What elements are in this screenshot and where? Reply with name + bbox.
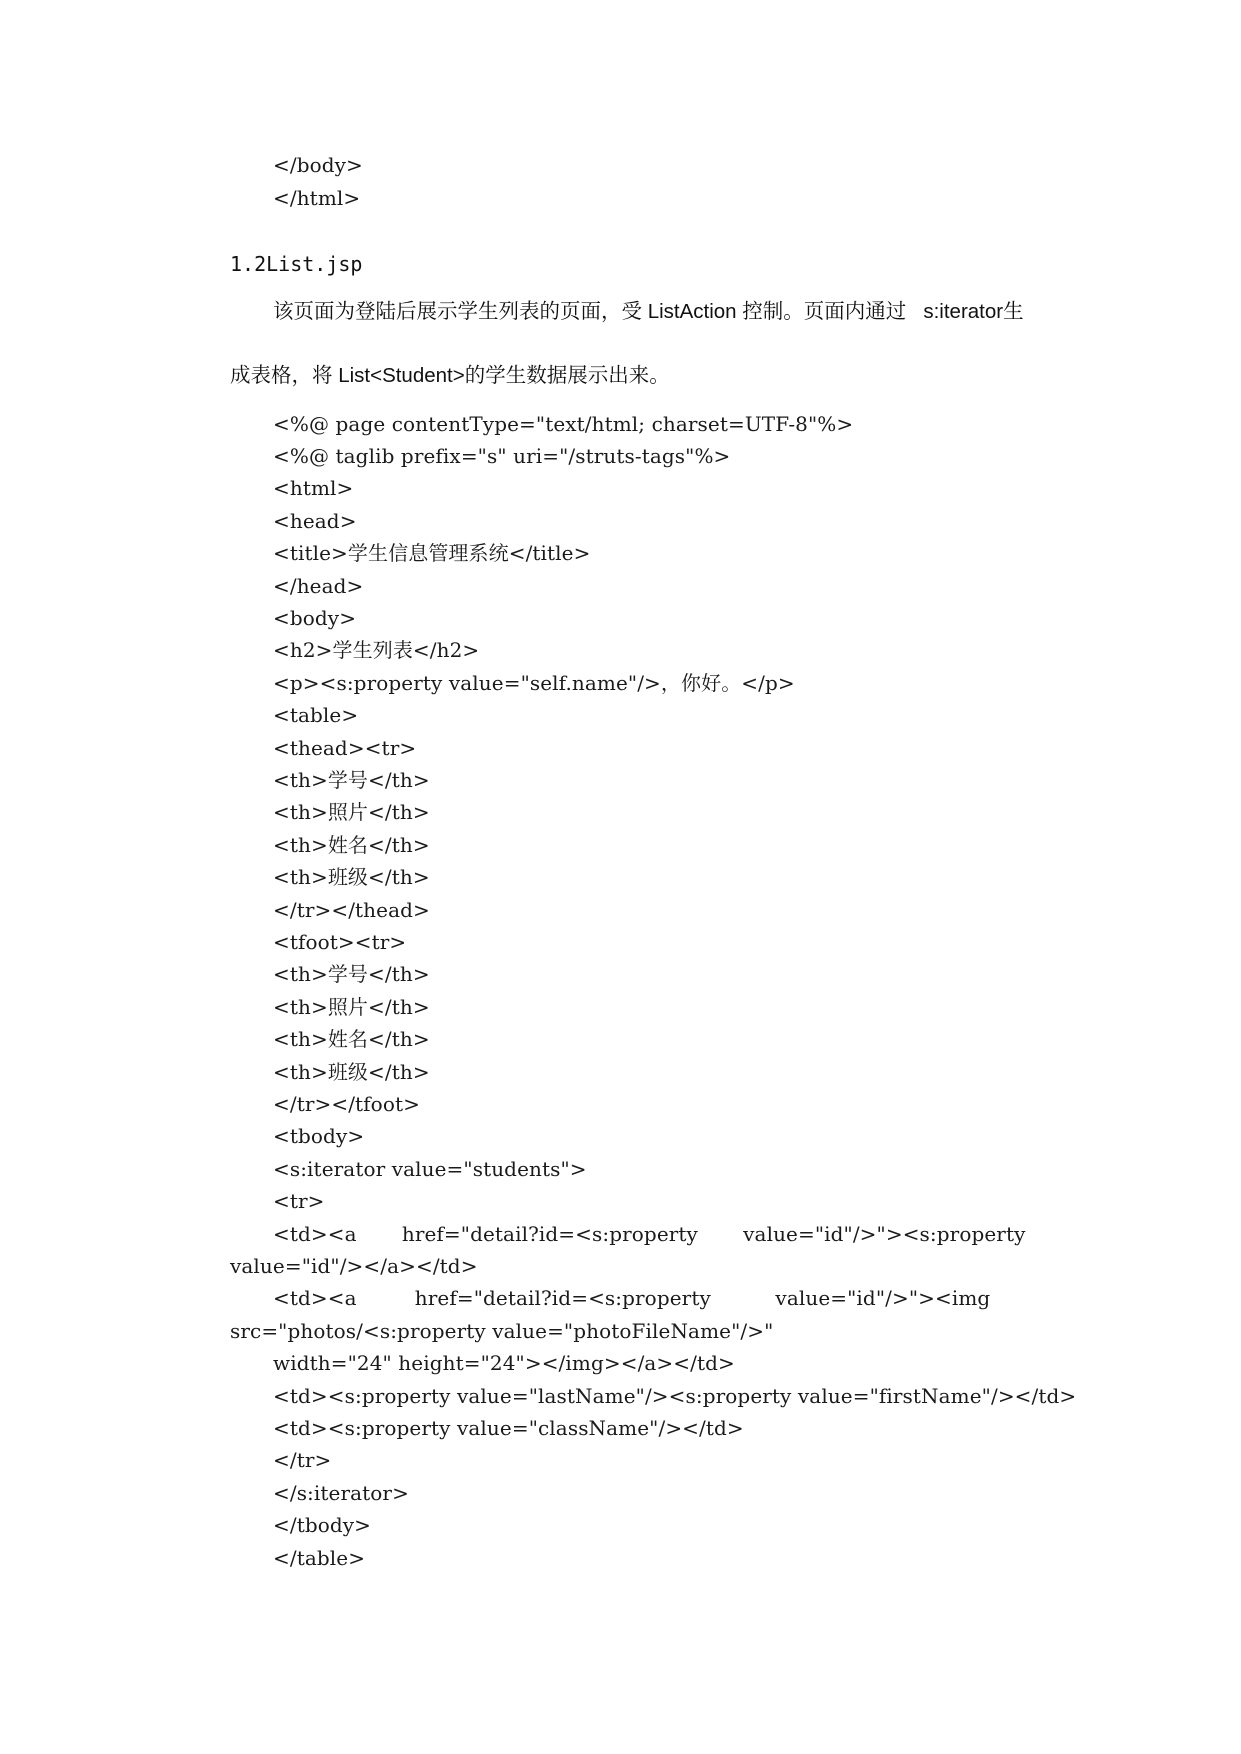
code-line: </tbody> xyxy=(273,1513,372,1537)
code-line: <%@ page contentType="text/html; charset=UTF-8"%> xyxy=(273,412,854,436)
code-line: <td><s:property value="lastName"/><s:property value="firstName"/></td> xyxy=(273,1384,1077,1408)
code-line: </tr></tfoot> xyxy=(273,1092,420,1116)
code-line: <title>学生信息管理系统</title> xyxy=(273,541,591,565)
code-line: <th>学号</th> xyxy=(273,768,430,792)
code-line: <td><s:property value="className"/></td> xyxy=(273,1416,744,1440)
code-line: <p><s:property value="self.name"/>，你好。</p> xyxy=(273,671,795,695)
description-line-2: 成表格，将 List<Student>的学生数据展示出来。 xyxy=(230,364,670,387)
code-line: </tr></thead> xyxy=(273,898,430,922)
code-line: </table> xyxy=(273,1546,366,1570)
code-line: <tbody> xyxy=(273,1124,365,1148)
code-line: <head> xyxy=(273,509,357,533)
code-line: <th>姓名</th> xyxy=(273,1027,430,1051)
code-line: src="photos/<s:property value="photoFileName"/>" xyxy=(230,1319,774,1343)
code-line: <tfoot><tr> xyxy=(273,930,407,954)
code-line: width="24" height="24"></img></a></td> xyxy=(273,1351,735,1375)
code-line: <th>班级</th> xyxy=(273,865,430,889)
section-heading: 1.2List.jsp xyxy=(230,252,363,276)
code-line: </head> xyxy=(273,574,364,598)
code-line: <s:iterator value="students"> xyxy=(273,1157,587,1181)
code-line: </html> xyxy=(273,186,361,210)
code-line: <table> xyxy=(273,703,359,727)
description-line-1: 该页面为登陆后展示学生列表的页面，受 ListAction 控制。页面内通过 s:iterator生 xyxy=(273,300,1024,323)
code-line: value="id"/></a></td> xyxy=(230,1254,478,1278)
code-line: <body> xyxy=(273,606,357,630)
code-line: <th>照片</th> xyxy=(273,995,430,1019)
code-line: <thead><tr> xyxy=(273,736,417,760)
code-line: <th>班级</th> xyxy=(273,1060,430,1084)
code-line: <th>照片</th> xyxy=(273,800,430,824)
code-line: <th>姓名</th> xyxy=(273,833,430,857)
code-line: <td><a href="detail?id=<s:property value="id"/>"><img xyxy=(273,1286,991,1310)
code-line: </s:iterator> xyxy=(273,1481,409,1505)
code-line: <%@ taglib prefix="s" uri="/struts-tags"%> xyxy=(273,444,731,468)
code-line: <h2>学生列表</h2> xyxy=(273,638,480,662)
code-line: <th>学号</th> xyxy=(273,962,430,986)
code-line: <tr> xyxy=(273,1189,325,1213)
code-line: <html> xyxy=(273,476,354,500)
code-line: <td><a href="detail?id=<s:property value="id"/>"><s:property xyxy=(273,1222,1026,1246)
code-line: </body> xyxy=(273,153,363,177)
code-line: </tr> xyxy=(273,1448,332,1472)
